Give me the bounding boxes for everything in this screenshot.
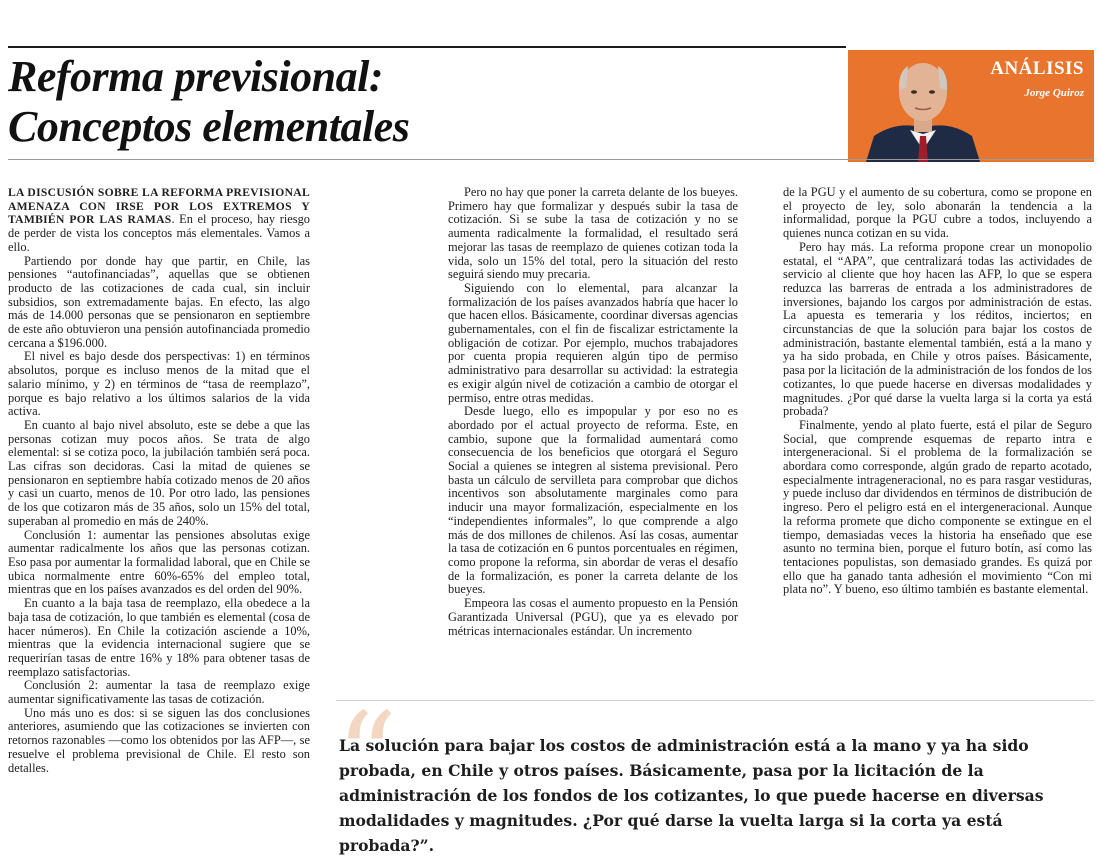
- open-quote-icon: “: [336, 688, 398, 827]
- paragraph: Uno más uno es dos: si se siguen las dos conclusiones anteriores, asumiendo que las cotizaciones se invierten con retornos razonables —como los obtenidos por las AFP—, se resuelve el problema previsional de Chile. El resto son detalles.: [8, 705, 310, 775]
- paragraph: Pero no hay que poner la carreta delante de los bueyes. Primero hay que formalizar y después subir la tasa de cotización. Si se sube la tasa de cotización y no se aumenta radicalmente la formalidad, el resultado será mejorar las tasas de reemplazo de quienes cotizan toda la vida, solo un 15% del total, pero la situación del resto seguirá siendo muy precaria.: [448, 185, 738, 282]
- paragraph: En cuanto a la baja tasa de reemplazo, ella obedece a la baja tasa de cotización, lo que también es elemental (cosa de hacer números). En Chile la cotización asciende a 10%, mientras que la evidencia internacional sugiere que se requerirían tasas de entre 16% y 18% para obtener tasas de reemplazo satisfactorias.: [8, 596, 310, 679]
- headline-line-1: Reforma previsional:: [8, 52, 383, 101]
- author-name: Jorge Quiroz: [1024, 87, 1084, 99]
- paragraph: Desde luego, ello es impopular y por eso no es abordado por el actual proyecto de reforma. Este, en cambio, supone que la formalidad aumentará como consecuencia de los beneficios que otorgará el Seguro Social a quienes se integren al sistema previsional. Pero basta un cálculo de servilleta para comprobar que dichos incentivos son absolutamente marginales como para inducir una mayor formalización, especialmente en los “independientes informales”, lo que comprende a algo más de dos millones de chilenos. Así las cosas, aumentar la tasa de cotización en 6 puntos porcentuales en régimen, como propone la reforma, sin abordar de veras el desafío de la formalización, es poner la carreta delante de los bueyes.: [448, 404, 738, 597]
- top-rule: [8, 46, 846, 48]
- column-3: [783, 186, 1092, 597]
- section-label: ANÁLISIS: [990, 58, 1084, 79]
- lead-caps: LA DISCUSIÓN SOBRE LA REFORMA PREVISIONAL AMENAZA CON IRSE POR LOS EXTREMOS Y TAMBIÉN POR LAS RAMAS: [8, 186, 310, 227]
- paragraph: Pero hay más. La reforma propone crear un monopolio estatal, el “APA”, que centralizará todas las actividades de servicio al cliente que hoy hacen las AFP, lo que se espera reduzca las barreras de entrada a los administradores de inversiones, bajando los cargos por administración de estas. La apuesta es temeraria y los réditos, inciertos; en circunstancias de que la solución para bajar los costos de administración, bastante elemental también, está a la mano y ya ha sido probada, en Chile y otros países. Básicamente, pasa por la licitación de la administración de los fondos de los cotizantes, lo que puede hacerse en diversas modalidades y magnitudes. ¿Por qué darse la vuelta larga si la corta ya está probada?: [783, 239, 1092, 419]
- paragraph: Finalmente, yendo al plato fuerte, está el pilar de Seguro Social, que comprende esquemas de reparto intra e intergeneracional. Si el problema de la formalización se abordara como corresponde, algún grado de reparto acotado, especialmente intrageneracional, no es para rasgar vestiduras, y puede incluso dar dividendos en términos de distribución de ingreso. Pero el peligro está en el intergeneracional. Aunque la reforma promete que dicho componente se extingue en el tiempo, demasiadas veces la historia ha enseñado que ese asunto no termina bien, porque el futuro botín, así como las tentaciones populistas, son demasiado grandes. Es quizá por ello que ha ganado tanta adhesión el movimiento “Con mi plata no”. Y bueno, eso último también es bastante elemental.: [783, 417, 1092, 597]
- column-2: [448, 186, 738, 638]
- headline: [8, 52, 838, 152]
- pull-quote-divider: [336, 700, 1094, 701]
- paragraph: El nivel es bajo desde dos perspectivas: 1) en términos absolutos, porque es incluso menos de la mitad que el salario mínimo, y 2) en términos de “tasa de reemplazo”, porque es bajo relativo a los últimos salarios de la vida activa.: [8, 349, 310, 419]
- paragraph: Conclusión 1: aumentar las pensiones absolutas exige aumentar radicalmente los años que las personas cotizan. Eso pasa por aumentar la formalidad laboral, que en Chile se ubica normalmente entre 60%-65% del empleo total, mientras que en los países avanzados es del orden del 90%.: [8, 527, 310, 597]
- column-1: [8, 186, 310, 775]
- headline-divider: [8, 159, 1094, 160]
- author-portrait: [848, 50, 998, 162]
- paragraph: Partiendo por donde hay que partir, en Chile, las pensiones “autofinanciadas”, aquellas que se obtienen producto de las cotizaciones de cada cual, sin incluir subsidios, son extremadamente bajas. En efecto, las algo más de 14.000 personas que se pensionaron en septiembre de este año obtuvieron una pensión autofinanciada promedio cercana a $196.000.: [8, 253, 310, 350]
- lead-rest: . En el proceso, hay riesgo de perder de vista los conceptos más elementales. Vamos a ello.: [8, 212, 310, 254]
- paragraph: Siguiendo con lo elemental, para alcanzar la formalización de los países avanzados habría que hacer lo que hacen ellos. Básicamente, coordinar diversas agencias gubernamentales, con el fin de fiscalizar estrictamente la obligación de cotizar. Por ejemplo, muchos trabajadores por cuenta propia requieren algún tipo de permiso administrativo para desarrollar su actividad: la estrategia es exigir algún nivel de cotización a cambio de otorgar el permiso, entre otras medidas.: [448, 280, 738, 405]
- paragraph: Conclusión 2: aumentar la tasa de reemplazo exige aumentar significativamente las tasas de cotización.: [8, 678, 310, 707]
- headline-line-2: Conceptos elementales: [8, 102, 410, 151]
- pull-quote: La solución para bajar los costos de administración está a la mano y ya ha sido probada, en Chile y otros países. Básicamente, pasa por la licitación de la administración de los fondos de los cotizantes, lo que puede hacerse en diversas modalidades y magnitudes. ¿Por qué darse la vuelta larga si la corta ya está probada?”.: [339, 736, 1044, 855]
- lead-paragraph: [8, 186, 310, 255]
- paragraph: Empeora las cosas el aumento propuesto en la Pensión Garantizada Universal (PGU), que ya es elevado por métricas internacionales estándar. Un incremento: [448, 596, 738, 638]
- paragraph: En cuanto al bajo nivel absoluto, este se debe a que las personas cotizan muy pocos años. Se trata de algo elemental: si se cotiza poco, la jubilación también será poca. Las cifras son decidoras. Casi la mitad de quienes se pensionaron en septiembre había cotizado menos de 20 años y casi un cuarto, menos de 10. Por otro lado, las pensiones de los que cotizaron más de 35 años, solo un 15% del total, superaban al promedio en más de 240%.: [8, 417, 310, 528]
- author-box: [848, 50, 1094, 162]
- paragraph: de la PGU y el aumento de su cobertura, como se propone en el proyecto de ley, solo abonarán la tendencia a la informalidad, porque la PGU cubre a todos, incluyendo a quienes nunca cotizan en su vida.: [783, 185, 1092, 241]
